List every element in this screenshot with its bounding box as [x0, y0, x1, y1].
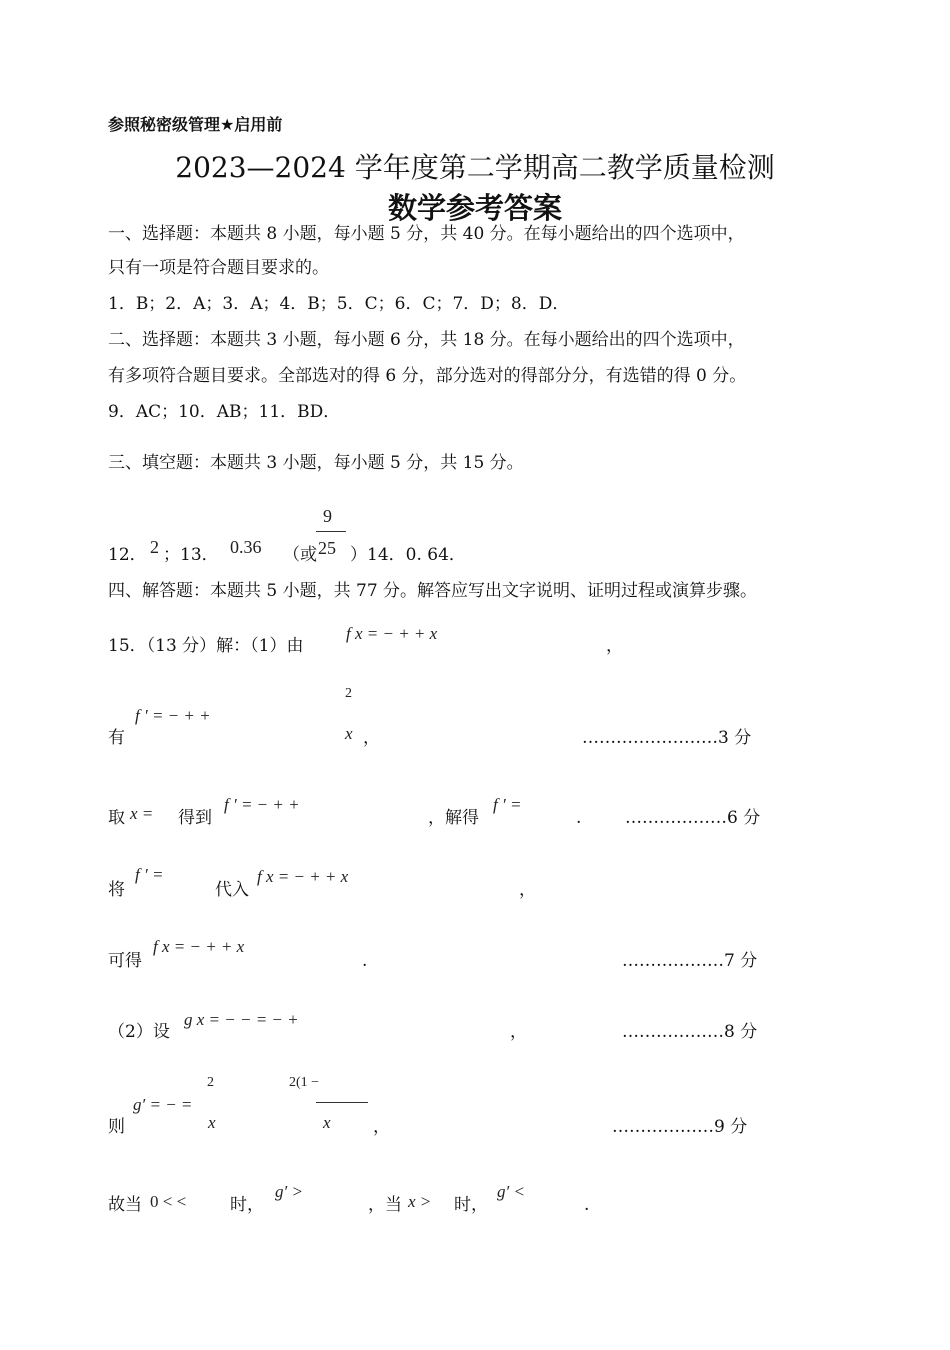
numerator: 2(1 −	[289, 1075, 320, 1090]
answer-key-title: 数学参考答案	[387, 191, 562, 225]
inequality-1: 0 < <	[150, 1192, 187, 1211]
q15-derivative: f ′ = − + +	[135, 706, 211, 725]
confidential-label: 参照秘密级管理★启用前	[108, 115, 283, 134]
punctuation: ，	[363, 728, 380, 748]
score-8: ………………8 分	[622, 1022, 758, 1042]
fraction-numerator: 9	[323, 506, 332, 526]
punctuation: .	[584, 1195, 590, 1215]
text-when: 时，	[230, 1195, 264, 1215]
section4-intro: 四、解答题：本题共 5 小题，共 77 分。解答应写出文字说明、证明过程或演算步骤。	[108, 581, 758, 601]
derivative-substituted: f ′ = − + +	[224, 795, 300, 814]
text-solve: ，解得	[428, 808, 479, 828]
g-derivative: g′ = − =	[133, 1095, 193, 1114]
q15-function: f x = − + + x	[346, 624, 438, 643]
text-therefore: 故当	[108, 1195, 142, 1215]
punctuation: ，	[606, 636, 623, 656]
text-when: 时，	[454, 1195, 488, 1215]
text-substitute: 将	[108, 880, 125, 900]
derivative-value: f ′ =	[493, 795, 522, 814]
q12-label: 12．	[108, 545, 147, 565]
q12-answer: 2	[150, 537, 159, 557]
x-equals: x =	[130, 804, 154, 823]
q15-label: 15．（13 分）解：（1）由	[108, 636, 304, 656]
score-3: ……………………3 分	[582, 728, 752, 748]
punctuation: ，	[373, 1117, 390, 1137]
text-take: 取	[108, 808, 125, 828]
denominator-x: x	[323, 1113, 331, 1132]
part2-label: （2）设	[108, 1022, 170, 1042]
g-derivative-negative: g′ <	[497, 1182, 525, 1201]
function-result: f x = − + + x	[153, 937, 245, 956]
text-obtain: 可得	[108, 951, 142, 971]
denominator-x: x	[345, 724, 353, 743]
superscript: 2	[207, 1075, 214, 1090]
text-when: ，当	[368, 1195, 402, 1215]
inequality-2: x >	[408, 1192, 432, 1211]
section3-intro: 三、填空题：本题共 3 小题，每小题 5 分，共 15 分。	[108, 453, 524, 473]
text-you: 有	[108, 728, 125, 748]
punctuation: .	[576, 808, 582, 828]
q13-or: （或	[283, 545, 317, 565]
exam-title: 2023—2024 学年度第二学期高二教学质量检测	[175, 151, 775, 184]
section1-intro-cont: 只有一项是符合题目要求的。	[108, 258, 329, 278]
text-then: 则	[108, 1117, 125, 1137]
score-6: ………………6 分	[625, 808, 761, 828]
punctuation: ，	[519, 880, 536, 900]
punctuation: ，	[510, 1022, 527, 1042]
function-restated: f x = − + + x	[257, 867, 349, 886]
g-definition: g x = − − = − +	[184, 1010, 299, 1029]
g-derivative-positive: g′ >	[275, 1182, 303, 1201]
punctuation: .	[362, 951, 368, 971]
fraction-bar	[316, 531, 346, 532]
derivative-value-2: f ′ =	[135, 865, 164, 884]
text-get: 得到	[178, 808, 212, 828]
section2-intro-cont: 有多项符合题目要求。全部选对的得 6 分，部分选对的得部分分，有选错的得 0 分。	[108, 366, 747, 386]
q13-label: ；13．	[163, 545, 219, 565]
section2-intro: 二、选择题：本题共 3 小题，每小题 6 分，共 18 分。在每小题给出的四个选项中，	[108, 330, 745, 350]
fraction-bar	[316, 1102, 368, 1103]
q14-answer: ）14．0. 64．	[350, 545, 466, 565]
score-7: ………………7 分	[622, 951, 758, 971]
superscript: 2	[345, 686, 352, 701]
score-9: ………………9 分	[612, 1117, 748, 1137]
section1-intro: 一、选择题：本题共 8 小题，每小题 5 分，共 40 分。在每小题给出的四个选项中，	[108, 224, 745, 244]
text-into: 代入	[215, 880, 249, 900]
fraction-denominator: 25	[318, 538, 336, 558]
section1-answers: 1．B；2．A；3．A；4．B；5．C；6．C；7．D；8．D．	[108, 294, 570, 314]
denominator-x: x	[208, 1113, 216, 1132]
q13-answer: 0.36	[230, 537, 262, 557]
section2-answers: 9．AC；10．AB；11．BD．	[108, 402, 341, 422]
